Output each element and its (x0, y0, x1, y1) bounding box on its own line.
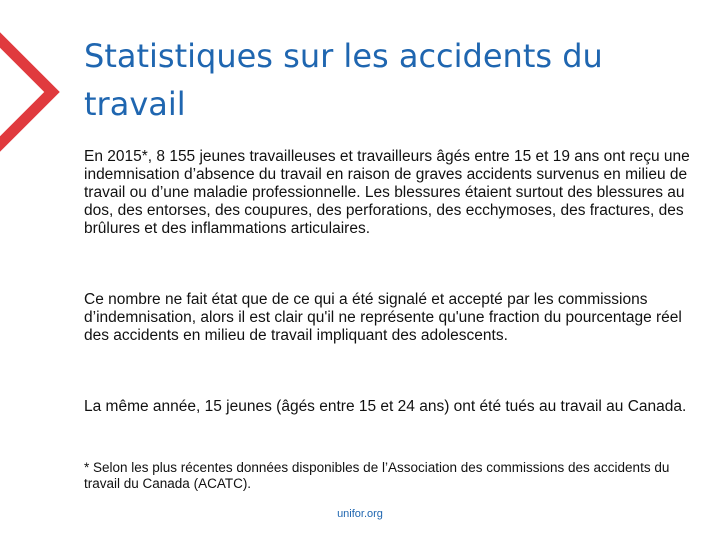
paragraph-reporting-note: Ce nombre ne fait état que de ce qui a été signalé et accepté par les commissions d’indemnisation, alors il est clair qu'il ne représente qu'une fraction du pourcentage réel des accidents en milieu de travail impliquant des adolescents. (84, 291, 682, 344)
page-title: Statistiques sur les accidents du travail (84, 37, 603, 123)
footer-url-link[interactable]: unifor.org (337, 508, 383, 520)
paragraph-fatalities: La même année, 15 jeunes (âgés entre 15 et 24 ans) ont été tués au travail au Canada. (84, 398, 687, 415)
footnote: * Selon les plus récentes données disponibles de l’Association des commissions des accidents du travail du Canada (ACATC). (84, 460, 670, 491)
brand-chevron-icon (0, 0, 64, 160)
paragraph-injury-stats: En 2015*, 8 155 jeunes travailleuses et travailleurs âgés entre 15 et 19 ans ont reçu une indemnisation d’absence du travail en raison de graves accidents survenus en milieu de travail ou d’une maladie professionnelle. Les blessures étaient surtout des blessures au dos, des entorses, des coupures, des perforations, des ecchymoses, des fractures, des brûlures et des inflammations articulaires. (84, 148, 690, 237)
